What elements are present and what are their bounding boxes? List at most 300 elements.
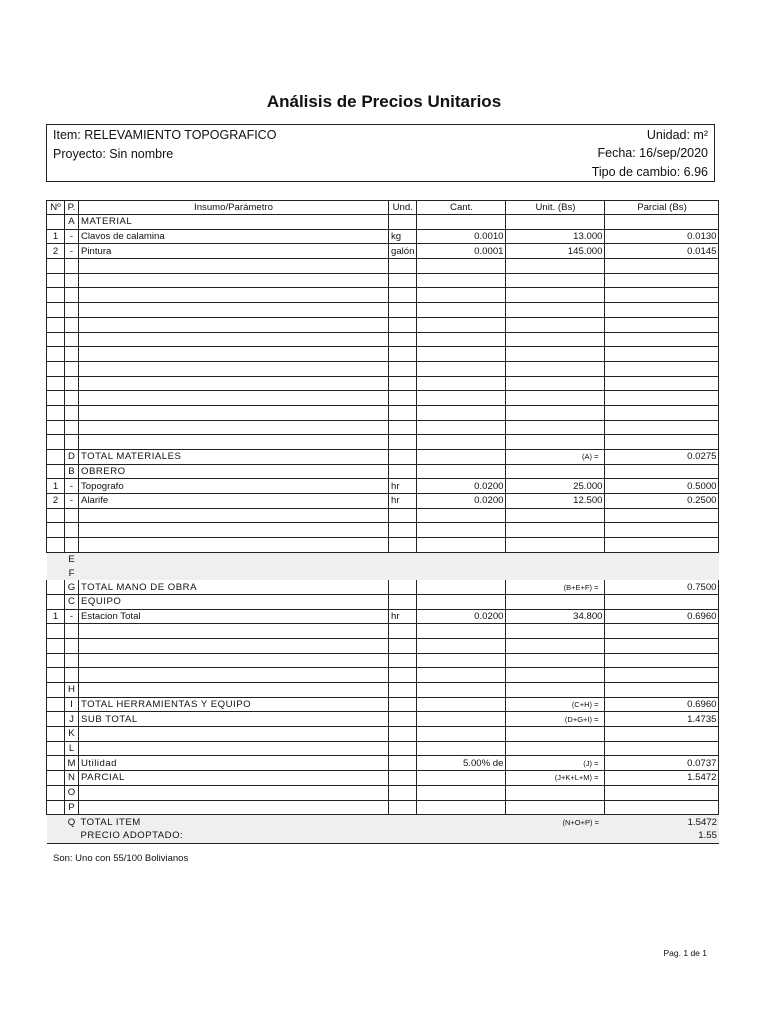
table-cell [605,215,719,230]
table-cell [47,668,65,683]
subtotal-row [47,712,719,727]
unit-price: 145.000 [506,244,605,259]
table-cell [389,829,417,843]
row-p: - [65,609,79,624]
table-cell [47,771,65,786]
table-cell [389,756,417,771]
table-cell [389,538,417,553]
table-cell [417,771,506,786]
empty-row [47,538,719,553]
tools-row [47,683,719,698]
table-cell [79,538,389,553]
table-cell [605,741,719,756]
table-cell [417,567,506,581]
table-cell [605,405,719,420]
table-cell [47,567,65,581]
table-cell [47,464,65,479]
table-cell [47,405,65,420]
total-value: 0.0275 [605,450,719,465]
section-label: MATERIAL [79,215,389,230]
column-header: Und. [389,201,417,215]
table-cell [79,361,389,376]
row-code: K [65,727,79,742]
formula: (J) = [506,756,605,771]
table-cell [79,552,389,566]
table-cell [389,332,417,347]
extra-code-row [47,552,719,566]
unit: hr [389,609,417,624]
table-cell [605,594,719,609]
table-cell [417,712,506,727]
table-cell [417,376,506,391]
table-cell [506,668,605,683]
row-number: 1 [47,229,65,244]
empty-row [47,405,719,420]
row-code: F [65,567,79,581]
table-cell [506,727,605,742]
table-cell [417,288,506,303]
table-cell [47,317,65,332]
table-cell [79,653,389,668]
empty-row [47,508,719,523]
table-cell [506,538,605,553]
table-cell [79,332,389,347]
input-name: Pintura [79,244,389,259]
table-cell [47,756,65,771]
row-code: P [65,800,79,815]
section-code: A [65,215,79,230]
quantity: 5.00% de [417,756,506,771]
table-cell [65,624,79,639]
table-cell [79,683,389,698]
total-value: 1.5472 [605,815,719,829]
table-cell [389,273,417,288]
table-cell [65,829,79,843]
table-cell [65,538,79,553]
table-cell [605,638,719,653]
table-cell [605,538,719,553]
table-cell [47,552,65,566]
table-cell [417,741,506,756]
row-number: 1 [47,609,65,624]
empty-row [47,361,719,376]
row-code: H [65,683,79,698]
table-cell [389,303,417,318]
total-label: TOTAL ITEM [79,815,389,829]
unit: galón [389,244,417,259]
table-cell [506,464,605,479]
table-cell [79,420,389,435]
column-header: Parcial (Bs) [605,201,719,215]
total-label: PARCIAL [79,771,389,786]
row-code: G [65,580,79,594]
partial-cost: 0.6960 [605,609,719,624]
column-header: Cant. [417,201,506,215]
table-cell [417,420,506,435]
table-cell [65,391,79,406]
table-cell [605,435,719,450]
table-cell [605,653,719,668]
table-cell [65,638,79,653]
table-cell [417,273,506,288]
table-cell [506,653,605,668]
row-p: - [65,494,79,509]
table-cell [417,317,506,332]
total-value: 0.7500 [605,580,719,594]
row-p: - [65,244,79,259]
unit-price: 34.800 [506,609,605,624]
row-code: I [65,697,79,712]
table-cell [79,273,389,288]
table-cell [79,508,389,523]
table-cell [389,741,417,756]
empty-row [47,273,719,288]
table-cell [389,552,417,566]
table-cell [47,303,65,318]
formula: (D+G+I) = [506,712,605,727]
code-row [47,785,719,800]
table-cell [47,727,65,742]
quantity: 0.0200 [417,494,506,509]
table-cell [417,332,506,347]
table-cell [506,391,605,406]
unit-label: Unidad: m² [646,128,708,142]
formula: (A) = [506,450,605,465]
table-cell [389,727,417,742]
table-cell [506,259,605,274]
unit: kg [389,229,417,244]
table-cell [605,259,719,274]
empty-row [47,288,719,303]
table-cell [417,303,506,318]
table-cell [389,215,417,230]
table-cell [506,785,605,800]
item-header-box [46,124,715,182]
table-cell [389,464,417,479]
table-cell [506,638,605,653]
table-row [47,494,719,509]
total-label: SUB TOTAL [79,712,389,727]
table-cell [605,727,719,742]
table-cell [417,829,506,843]
table-cell [417,405,506,420]
table-cell [79,785,389,800]
table-cell [389,653,417,668]
table-cell [65,303,79,318]
table-cell [47,653,65,668]
total-value: 1.5472 [605,771,719,786]
table-cell [47,259,65,274]
table-cell [417,538,506,553]
table-cell [417,435,506,450]
table-cell [79,567,389,581]
table-cell [65,317,79,332]
table-cell [389,771,417,786]
table-cell [47,594,65,609]
table-cell [79,727,389,742]
table-cell [389,697,417,712]
formula: (J+K+L+M) = [506,771,605,786]
table-cell [506,552,605,566]
table-header [47,201,719,215]
table-cell [417,683,506,698]
table-cell [605,567,719,581]
table-cell [605,332,719,347]
empty-row [47,391,719,406]
table-cell [47,288,65,303]
table-cell [389,405,417,420]
total-label: TOTAL MANO DE OBRA [79,580,389,594]
table-cell [389,508,417,523]
table-cell [79,288,389,303]
table-cell [389,317,417,332]
empty-row [47,435,719,450]
table-cell [605,624,719,639]
page-number: Pag. 1 de 1 [663,948,707,958]
row-number: 2 [47,244,65,259]
row-code: M [65,756,79,771]
empty-row [47,376,719,391]
code-row [47,727,719,742]
table-cell [506,594,605,609]
empty-row [47,317,719,332]
table-cell [79,317,389,332]
table-cell [389,361,417,376]
unit-price: 12.500 [506,494,605,509]
table-cell [506,288,605,303]
table-cell [389,347,417,362]
table-cell [506,683,605,698]
total-label: Utilidad [79,756,389,771]
input-name: Clavos de calamina [79,229,389,244]
table-cell [506,332,605,347]
table-cell [47,332,65,347]
table-cell [389,815,417,829]
table-cell [47,580,65,594]
table-cell [47,683,65,698]
empty-row [47,638,719,653]
table-cell [605,523,719,538]
partial-cost: 0.0130 [605,229,719,244]
table-cell [65,273,79,288]
table-cell [47,624,65,639]
table-cell [65,508,79,523]
table-cell [605,273,719,288]
table-cell [65,259,79,274]
unit: hr [389,494,417,509]
row-number: 2 [47,494,65,509]
table-cell [389,567,417,581]
table-cell [417,727,506,742]
total-value: 0.6960 [605,697,719,712]
table-cell [605,464,719,479]
table-cell [417,580,506,594]
table-cell [79,668,389,683]
table-cell [79,435,389,450]
empty-row [47,624,719,639]
table-cell [79,347,389,362]
table-cell [605,420,719,435]
code-row [47,800,719,815]
table-cell [65,668,79,683]
table-cell [389,288,417,303]
table-cell [506,347,605,362]
project-name: Proyecto: Sin nombre [53,147,174,161]
table-cell [506,523,605,538]
table-cell [65,332,79,347]
table-cell [47,785,65,800]
table-cell [506,829,605,843]
table-row [47,229,719,244]
total-label: TOTAL MATERIALES [79,450,389,465]
table-cell [605,303,719,318]
input-name: Alarife [79,494,389,509]
table-cell [506,420,605,435]
row-code: D [65,450,79,465]
equipment-section-header [47,594,719,609]
table-cell [65,420,79,435]
table-cell [79,405,389,420]
table-cell [65,376,79,391]
table-cell [506,435,605,450]
table-cell [605,361,719,376]
formula: (N+O+P) = [506,815,605,829]
table-cell [506,800,605,815]
table-cell [389,420,417,435]
empty-row [47,420,719,435]
table-cell [47,435,65,450]
table-cell [79,303,389,318]
table-cell [417,638,506,653]
table-cell [506,624,605,639]
section-code: C [65,594,79,609]
utility-row [47,756,719,771]
quantity: 0.0200 [417,479,506,494]
table-cell [47,712,65,727]
table-cell [605,347,719,362]
table-cell [605,785,719,800]
row-code: J [65,712,79,727]
table-cell [389,638,417,653]
table-cell [389,668,417,683]
table-cell [389,785,417,800]
input-name: Topografo [79,479,389,494]
table-cell [389,391,417,406]
table-cell [47,391,65,406]
partial-row [47,771,719,786]
table-cell [79,391,389,406]
table-cell [47,273,65,288]
table-row [47,609,719,624]
table-cell [47,376,65,391]
row-code: Q [65,815,79,829]
row-p: - [65,229,79,244]
code-row [47,741,719,756]
labor-section-header [47,464,719,479]
table-row [47,244,719,259]
table-cell [47,523,65,538]
table-cell [506,741,605,756]
total-value: 1.4735 [605,712,719,727]
row-code: E [65,552,79,566]
amount-in-words: Son: Uno con 55/100 Bolivianos [53,853,189,864]
table-cell [47,815,65,829]
table-cell [417,594,506,609]
formula: (B+E+F) = [506,580,605,594]
unit-price: 25.000 [506,479,605,494]
table-cell [47,215,65,230]
table-cell [506,361,605,376]
partial-cost: 0.0145 [605,244,719,259]
column-header: P. [65,201,79,215]
empty-row [47,347,719,362]
table-cell [417,464,506,479]
table-cell [389,450,417,465]
document-title: Análisis de Precios Unitarios [266,92,502,111]
table-cell [389,683,417,698]
section-code: B [65,464,79,479]
table-cell [389,624,417,639]
adopted-price-label: PRECIO ADOPTADO: [79,829,389,843]
table-cell [417,523,506,538]
table-cell [605,552,719,566]
table-cell [389,259,417,274]
total-item-row [47,815,719,829]
table-cell [506,508,605,523]
table-cell [506,273,605,288]
column-header: Insumo/Parámetro [79,201,389,215]
total-labor-row [47,580,719,594]
table-cell [605,508,719,523]
item-name: Item: RELEVAMIENTO TOPOGRAFICO [53,128,277,142]
table-cell [417,259,506,274]
table-cell [417,697,506,712]
table-cell [506,376,605,391]
empty-row [47,259,719,274]
table-cell [47,420,65,435]
table-cell [79,376,389,391]
extra-code-row [47,567,719,581]
table-cell [79,741,389,756]
table-cell [65,523,79,538]
table-cell [79,259,389,274]
table-cell [417,624,506,639]
table-cell [417,347,506,362]
table-row [47,479,719,494]
table-cell [79,638,389,653]
adopted-price-value: 1.55 [605,829,719,843]
column-header: Nº [47,201,65,215]
row-p: - [65,479,79,494]
table-cell [605,288,719,303]
table-cell [65,435,79,450]
table-cell [389,580,417,594]
table-cell [47,829,65,843]
total-value: 0.0737 [605,756,719,771]
table-cell [389,376,417,391]
partial-cost: 0.2500 [605,494,719,509]
quantity: 0.0010 [417,229,506,244]
total-label: TOTAL HERRAMIENTAS Y EQUIPO [79,697,389,712]
table-cell [47,538,65,553]
price-analysis-table [46,200,719,844]
table-cell [605,376,719,391]
section-label: OBRERO [79,464,389,479]
total-materials-row [47,450,719,465]
adopted-price-row [47,829,719,843]
material-section-header [47,215,719,230]
table-cell [605,391,719,406]
